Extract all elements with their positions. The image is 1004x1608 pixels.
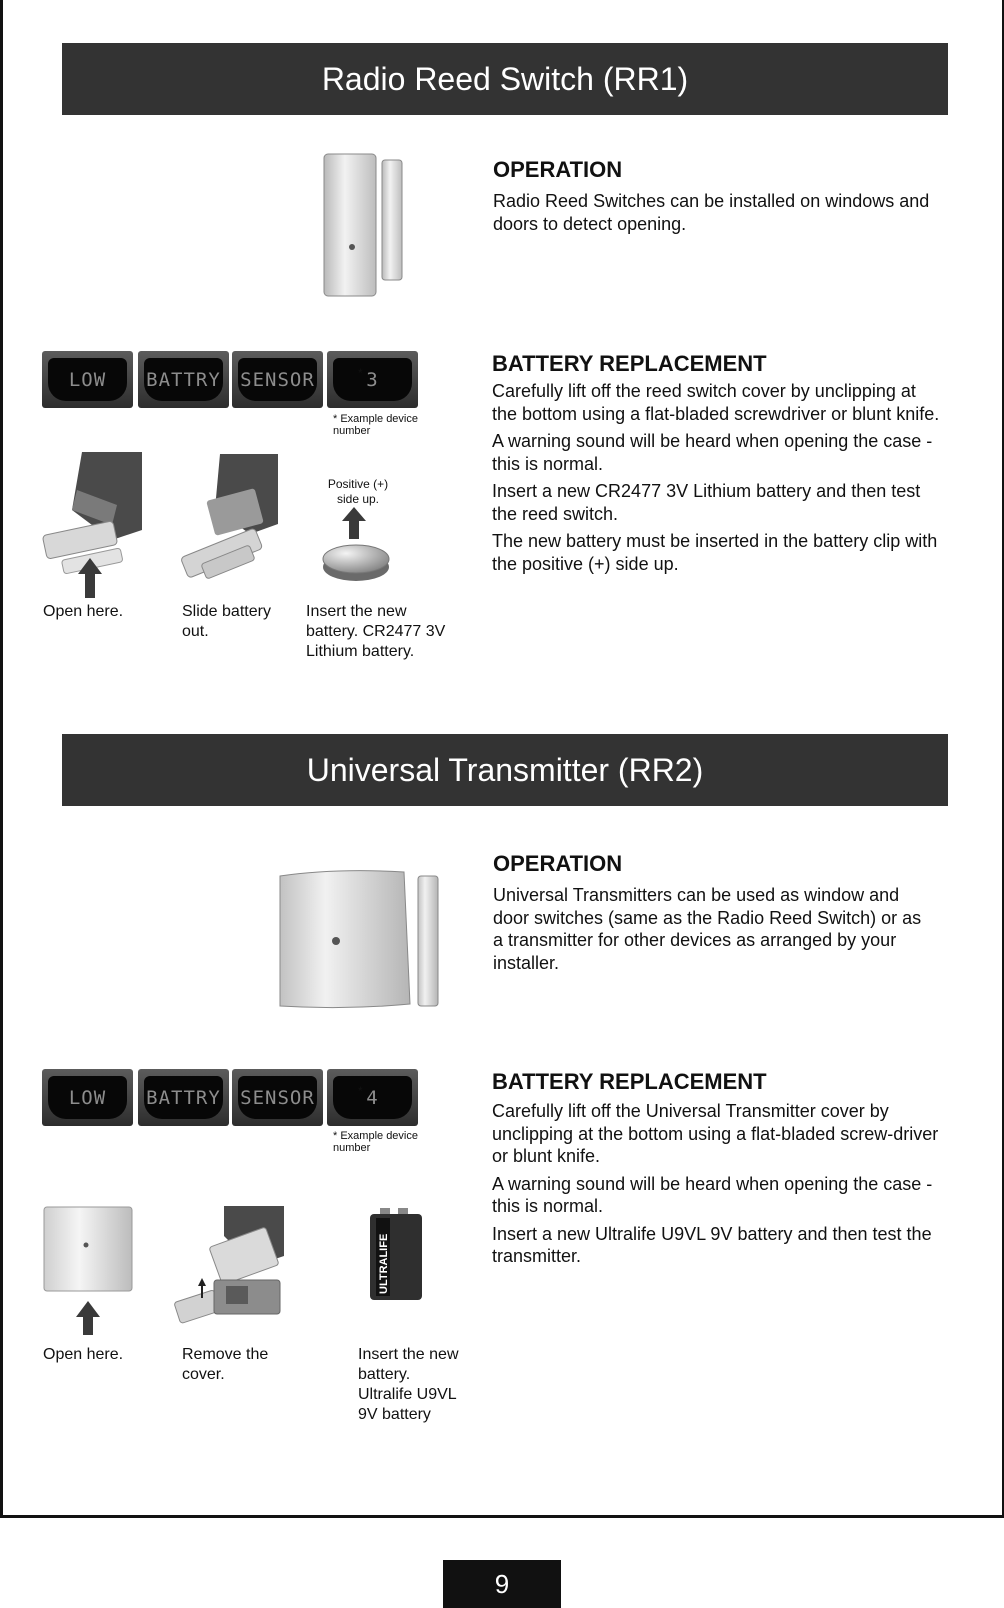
caption-insert-battery: Insert the new battery. Ultralife U9VL 9V battery bbox=[358, 1346, 459, 1423]
lcd-panel bbox=[42, 1069, 133, 1126]
coin-battery-image bbox=[322, 507, 394, 582]
battery-paragraph: The new battery must be inserted in the battery clip with the positive (+) side up. bbox=[492, 531, 938, 574]
lcd-text: BATTRY bbox=[144, 1076, 223, 1119]
lcd-panel bbox=[327, 1069, 418, 1126]
section-title-rr1: Radio Reed Switch (RR1) bbox=[62, 43, 948, 115]
lcd-text: BATTRY bbox=[144, 358, 223, 401]
operation-text: Universal Transmitters can be used as window and door switches (same as the Radio Reed Switch) or as a transmitter for other devices as arranged by your installer. bbox=[493, 885, 922, 973]
lcd-panel bbox=[138, 1069, 229, 1126]
battery-replacement-text bbox=[492, 1100, 940, 1273]
asterisk: * bbox=[358, 1084, 363, 1098]
battery-replacement-heading: BATTERY REPLACEMENT bbox=[492, 351, 767, 376]
lcd-panel bbox=[327, 351, 418, 408]
universal-transmitter-image bbox=[276, 868, 444, 1012]
battery-replacement-heading: BATTERY REPLACEMENT bbox=[492, 1069, 767, 1094]
operation-text: Radio Reed Switches can be installed on windows and doors to detect opening. bbox=[493, 191, 930, 234]
battery-brand-label: ULTRALIFE bbox=[378, 1233, 390, 1294]
caption-remove-cover: Remove the cover. bbox=[182, 1346, 269, 1383]
section-title-rr2: Universal Transmitter (RR2) bbox=[62, 734, 948, 806]
lcd-text: SENSOR bbox=[238, 358, 317, 401]
lcd-panel bbox=[232, 351, 323, 408]
lcd-panel bbox=[138, 351, 229, 408]
battery-paragraph: A warning sound will be heard when opening the case - this is normal. bbox=[492, 1173, 933, 1216]
lcd-panel bbox=[232, 1069, 323, 1126]
battery-paragraph: Carefully lift off the reed switch cover by unclipping at the bottom using a flat-bladed screwdriver or blunt knife. bbox=[492, 381, 940, 424]
caption-slide-battery: Slide battery out. bbox=[182, 603, 271, 640]
battery-paragraph: Insert a new CR2477 3V Lithium battery and then test the reed switch. bbox=[492, 481, 921, 524]
example-device-note: * Example device number bbox=[333, 413, 418, 437]
open-reed-switch-image bbox=[42, 450, 144, 598]
lcd-text: LOW bbox=[48, 1076, 127, 1119]
open-transmitter-image bbox=[42, 1205, 134, 1335]
battery-paragraph: Insert a new Ultralife U9VL 9V battery and then test the transmitter. bbox=[492, 1223, 932, 1266]
page-number: 9 bbox=[443, 1560, 561, 1608]
lcd-panel bbox=[42, 351, 133, 408]
asterisk: * bbox=[358, 366, 363, 380]
lcd-text: 3 bbox=[333, 358, 412, 401]
remove-cover-image bbox=[174, 1206, 286, 1328]
slide-battery-image bbox=[180, 454, 280, 592]
lcd-text: LOW bbox=[48, 358, 127, 401]
lcd-text: SENSOR bbox=[238, 1076, 317, 1119]
operation-heading: OPERATION bbox=[493, 157, 623, 182]
9v-battery-image bbox=[368, 1206, 424, 1302]
battery-paragraph: A warning sound will be heard when opening the case - this is normal. bbox=[492, 431, 933, 474]
lcd-text: 4 bbox=[333, 1076, 412, 1119]
positive-side-note: Positive (+) side up. bbox=[327, 477, 389, 506]
example-device-note: * Example device number bbox=[333, 1130, 418, 1154]
battery-paragraph: Carefully lift off the Universal Transmitter cover by unclipping at the bottom using a flat-bladed screw-driver or blunt knife. bbox=[492, 1101, 939, 1166]
caption-open-here: Open here. bbox=[43, 1346, 124, 1363]
caption-insert-battery: Insert the new battery. CR2477 3V Lithium battery. bbox=[306, 603, 446, 660]
operation-heading: OPERATION bbox=[493, 851, 623, 876]
caption-open-here: Open here. bbox=[43, 603, 124, 620]
reed-switch-image bbox=[318, 150, 410, 300]
battery-replacement-text bbox=[492, 380, 940, 580]
